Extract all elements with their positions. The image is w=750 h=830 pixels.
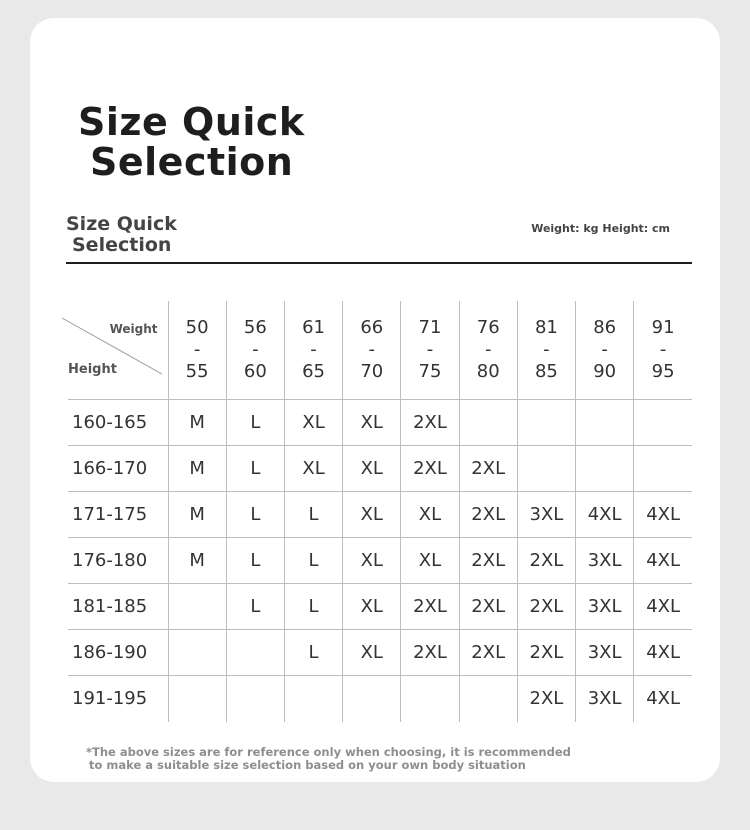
weight-low: 50 <box>185 317 209 338</box>
weight-low: 86 <box>593 317 617 338</box>
footnote <box>86 746 571 772</box>
size-cell: 3XL <box>576 676 634 722</box>
size-cell: M <box>168 446 226 492</box>
weight-header-cell <box>634 301 692 400</box>
weight-low: 91 <box>651 317 675 338</box>
height-range-cell: 166-170 <box>68 446 168 492</box>
weight-separator: - <box>193 339 201 360</box>
table-row <box>68 446 692 492</box>
weight-header-cell <box>343 301 401 400</box>
height-axis-label: Height <box>68 362 117 377</box>
size-cell: L <box>284 492 342 538</box>
size-cell: L <box>226 492 284 538</box>
size-cell <box>343 676 401 722</box>
size-cell <box>226 630 284 676</box>
size-cell: 2XL <box>401 584 459 630</box>
weight-axis-label: Weight <box>109 322 158 336</box>
weight-high: 60 <box>243 361 267 382</box>
weight-high: 75 <box>418 361 442 382</box>
size-cell <box>168 676 226 722</box>
weight-low: 56 <box>243 317 267 338</box>
weight-low: 61 <box>302 317 325 338</box>
weight-separator: - <box>252 339 259 360</box>
size-cell <box>576 446 634 492</box>
size-cell: M <box>168 400 226 446</box>
size-cell: XL <box>343 400 401 446</box>
weight-low: 71 <box>418 317 442 338</box>
size-cell: 2XL <box>401 630 459 676</box>
weight-separator: - <box>543 339 550 360</box>
weight-header-cell <box>284 301 342 400</box>
size-cell: XL <box>401 538 459 584</box>
weight-high: 90 <box>593 361 617 382</box>
height-range-cell: 181-185 <box>68 584 168 630</box>
weight-header-cell <box>576 301 634 400</box>
size-cell: XL <box>343 584 401 630</box>
weight-high: 65 <box>302 361 325 382</box>
size-cell <box>226 676 284 722</box>
size-cell <box>168 584 226 630</box>
weight-separator: - <box>601 339 608 360</box>
weight-separator: - <box>310 339 317 360</box>
table-row <box>68 630 692 676</box>
corner-header-cell <box>68 301 168 400</box>
height-range-cell: 186-190 <box>68 630 168 676</box>
weight-header-cell <box>226 301 284 400</box>
size-cell: XL <box>343 630 401 676</box>
size-cell: 2XL <box>459 584 517 630</box>
table-row <box>68 400 692 446</box>
weight-header-cell <box>517 301 575 400</box>
chart-title-line-2: Selection <box>72 234 172 256</box>
size-cell: 2XL <box>517 676 575 722</box>
size-cell: XL <box>284 400 342 446</box>
table-row <box>68 584 692 630</box>
size-cell: 4XL <box>634 584 692 630</box>
size-cell <box>576 400 634 446</box>
chart-title-line-1: Size Quick <box>66 213 177 235</box>
size-cell: M <box>168 492 226 538</box>
size-cell: L <box>284 584 342 630</box>
size-cell: 4XL <box>634 492 692 538</box>
size-cell: L <box>226 446 284 492</box>
size-cell: L <box>226 584 284 630</box>
page-title-line-1: Size Quick <box>78 100 305 144</box>
size-cell <box>634 446 692 492</box>
size-cell: L <box>284 538 342 584</box>
size-cell: L <box>226 400 284 446</box>
size-cell: 4XL <box>634 538 692 584</box>
footnote-line-2: to make a suitable size selection based on your own body situation <box>89 758 526 772</box>
size-cell: 2XL <box>517 630 575 676</box>
table-row <box>68 676 692 722</box>
units-note: Weight: kg Height: cm <box>531 222 670 235</box>
weight-separator: - <box>659 339 667 360</box>
size-cell: 4XL <box>576 492 634 538</box>
weight-low: 81 <box>534 317 558 338</box>
height-range-cell: 160-165 <box>68 400 168 446</box>
size-cell: 2XL <box>459 492 517 538</box>
size-cell: 3XL <box>576 584 634 630</box>
weight-header-cell <box>168 301 226 400</box>
weight-high: 85 <box>534 361 558 382</box>
size-cell <box>517 446 575 492</box>
size-cell <box>459 400 517 446</box>
size-cell: 3XL <box>576 630 634 676</box>
height-range-cell: 191-195 <box>68 676 168 722</box>
size-cell: L <box>284 630 342 676</box>
size-cell: 2XL <box>517 584 575 630</box>
size-cell: XL <box>343 492 401 538</box>
weight-separator: - <box>484 339 492 360</box>
page-title-line-2: Selection <box>90 140 294 184</box>
height-range-cell: 171-175 <box>68 492 168 538</box>
chart-header <box>66 214 692 264</box>
weight-separator: - <box>368 339 376 360</box>
size-cell <box>168 630 226 676</box>
size-table <box>68 301 692 722</box>
size-chart-card <box>30 18 720 782</box>
size-cell: 3XL <box>517 492 575 538</box>
footnote-line-1: *The above sizes are for reference only when choosing, it is recommended <box>86 745 571 759</box>
weight-separator: - <box>426 339 434 360</box>
size-cell: 2XL <box>459 446 517 492</box>
size-cell: 3XL <box>576 538 634 584</box>
table-row <box>68 538 692 584</box>
weight-low: 76 <box>476 317 500 338</box>
size-cell <box>634 400 692 446</box>
size-cell: XL <box>401 492 459 538</box>
weight-high: 55 <box>185 361 209 382</box>
size-cell: XL <box>343 446 401 492</box>
table-row <box>68 492 692 538</box>
weight-header-cell <box>401 301 459 400</box>
page-title <box>78 102 305 182</box>
size-cell: M <box>168 538 226 584</box>
height-range-cell: 176-180 <box>68 538 168 584</box>
weight-high: 70 <box>360 361 384 382</box>
size-cell: 4XL <box>634 676 692 722</box>
weight-header-row <box>68 301 692 400</box>
size-cell: 2XL <box>517 538 575 584</box>
size-cell: XL <box>284 446 342 492</box>
size-cell: 2XL <box>459 630 517 676</box>
weight-high: 95 <box>651 361 675 382</box>
size-cell: 2XL <box>459 538 517 584</box>
weight-low: 66 <box>360 317 384 338</box>
size-cell: L <box>226 538 284 584</box>
chart-title <box>66 214 177 256</box>
size-cell: 4XL <box>634 630 692 676</box>
size-cell: 2XL <box>401 446 459 492</box>
size-cell <box>459 676 517 722</box>
size-cell: XL <box>343 538 401 584</box>
size-cell: 2XL <box>401 400 459 446</box>
size-cell <box>401 676 459 722</box>
size-cell <box>284 676 342 722</box>
size-cell <box>517 400 575 446</box>
weight-high: 80 <box>476 361 500 382</box>
weight-header-cell <box>459 301 517 400</box>
